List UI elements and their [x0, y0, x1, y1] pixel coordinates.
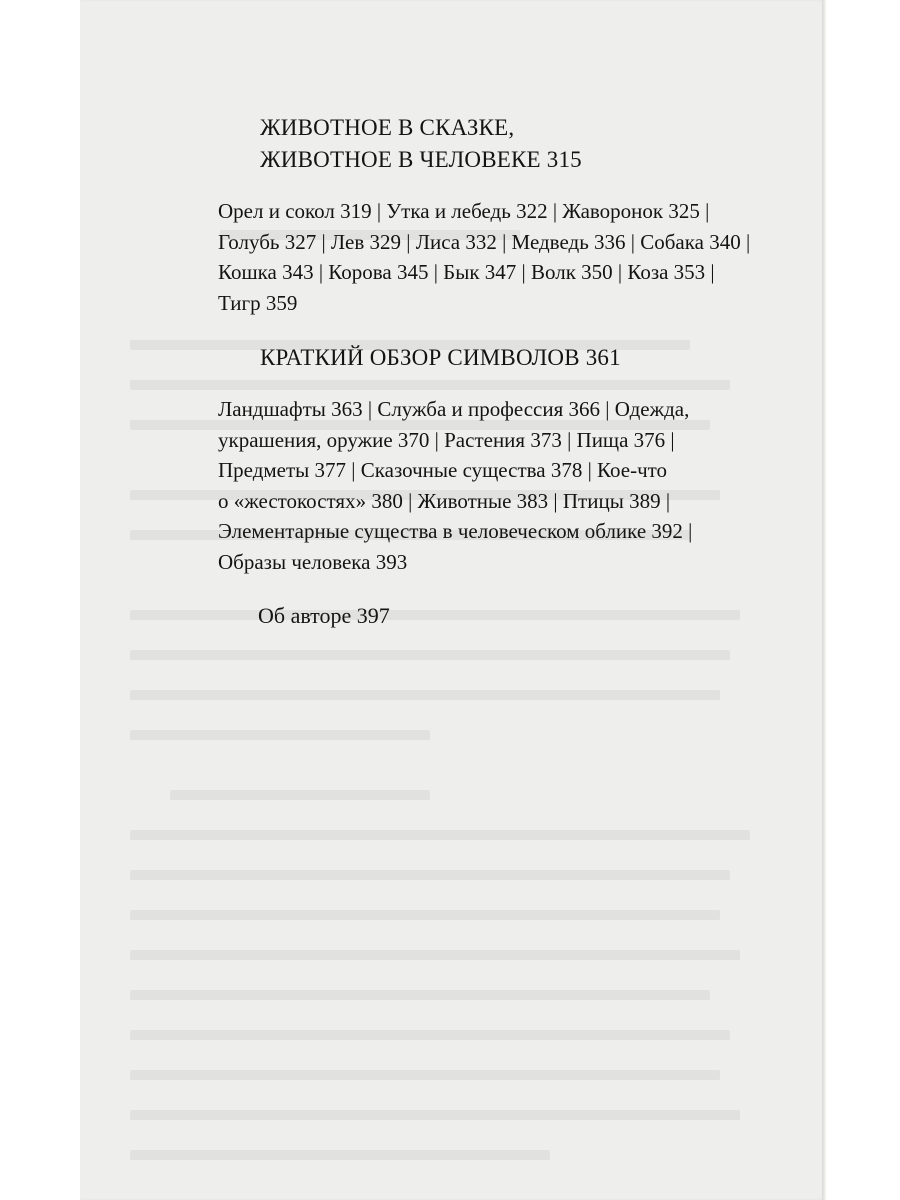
section-title-line: ЖИВОТНОЕ В ЧЕЛОВЕКЕ 315: [260, 147, 582, 172]
toc-section-symbols: [218, 342, 818, 577]
table-of-contents: [218, 112, 818, 631]
section-entries: [218, 196, 808, 318]
entry-line: Предметы 377 | Сказочные существа 378 | Кое-что: [218, 458, 668, 482]
entry-line: о «жестокостях» 380 | Животные 383 | Птицы 389 |: [218, 488, 671, 513]
entry-line: украшения, оружие 370 | Растения 373 | Пища 376 |: [218, 427, 675, 452]
section-title-line: КРАТКИЙ ОБЗОР СИМВОЛОВ 361: [260, 345, 621, 370]
about-author-entry: Об авторе 397: [258, 603, 390, 628]
page-edge: [822, 0, 826, 1200]
section-title: [260, 112, 818, 176]
section-title-line: ЖИВОТНОЕ В СКАЗКЕ,: [260, 115, 515, 140]
entry-line: Орел и сокол 319 | Утка и лебедь 322 | Жаворонок 325 |: [218, 199, 710, 223]
section-entries: [218, 394, 808, 577]
entry-line: Кошка 343 | Корова 345 | Бык 347 | Волк 350 | Коза 353 |: [218, 260, 715, 284]
section-title: [260, 342, 818, 374]
entry-line: Голубь 327 | Лев 329 | Лиса 332 | Медведь 336 | Собака 340 |: [218, 229, 751, 254]
entry-line: Элементарные существа в человеческом облике 392 |: [218, 519, 693, 543]
toc-section-animals: [218, 112, 818, 318]
entry-line: Образы человека 393: [218, 549, 408, 574]
entry-line: Тигр 359: [218, 290, 298, 315]
entry-line: Ландшафты 363 | Служба и профессия 366 | Одежда,: [218, 397, 690, 421]
